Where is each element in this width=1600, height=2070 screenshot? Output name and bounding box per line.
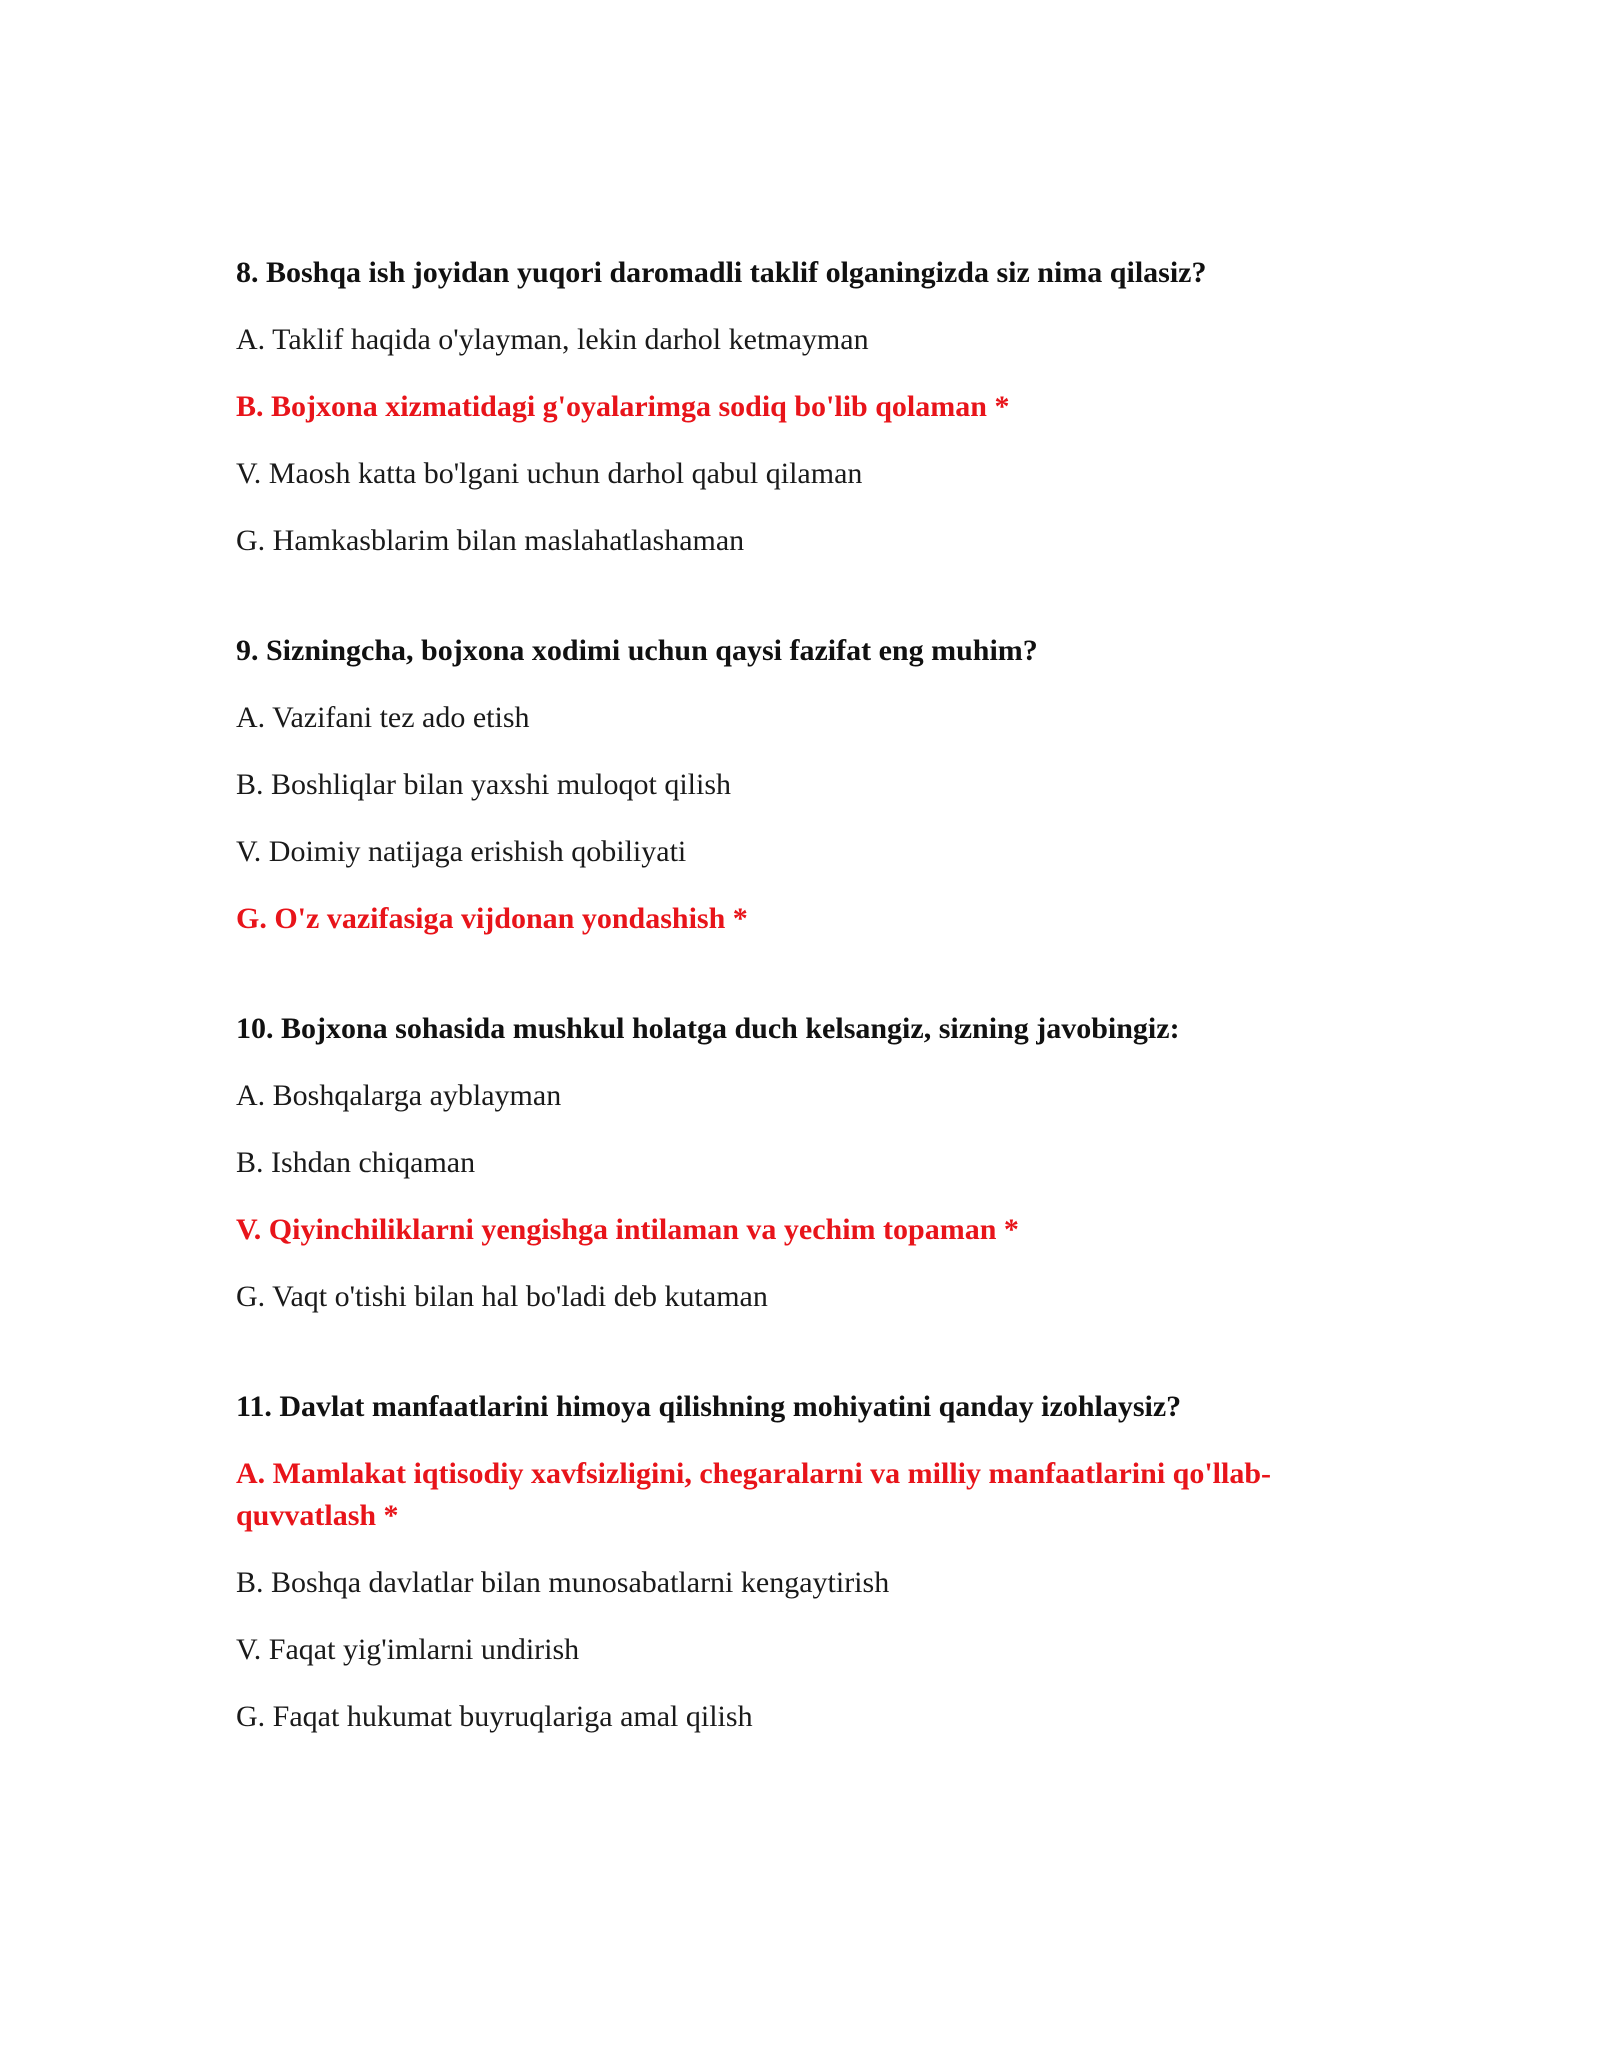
question-8 <box>236 252 1406 562</box>
answer-option: G. Vaqt o'tishi bilan hal bo'ladi deb kutaman <box>236 1280 768 1313</box>
correct-answer-option: V. Qiyinchiliklarni yengishga intilaman va yechim topaman * <box>236 1213 1019 1246</box>
answer-option: B. Boshqa davlatlar bilan munosabatlarni kengaytirish <box>236 1566 890 1599</box>
question-10 <box>236 1008 1406 1318</box>
answer-option: V. Doimiy natijaga erishish qobiliyati <box>236 835 687 868</box>
answer-option: V. Faqat yig'imlarni undirish <box>236 1633 580 1666</box>
correct-answer-option: G. O'z vazifasiga vijdonan yondashish * <box>236 902 748 935</box>
question-title: 8. Boshqa ish joyidan yuqori daromadli taklif olganingizda siz nima qilasiz? <box>236 256 1207 289</box>
question-title: 10. Bojxona sohasida mushkul holatga duch kelsangiz, sizning javobingiz: <box>236 1012 1180 1045</box>
answer-option: A. Vazifani tez ado etish <box>236 701 530 734</box>
question-9 <box>236 630 1406 940</box>
answer-option: G. Hamkasblarim bilan maslahatlashaman <box>236 524 745 557</box>
answer-option: G. Faqat hukumat buyruqlariga amal qilish <box>236 1700 753 1733</box>
answer-option: A. Taklif haqida o'ylayman, lekin darhol ketmayman <box>236 323 869 356</box>
question-title: 9. Sizningcha, bojxona xodimi uchun qaysi fazifat eng muhim? <box>236 634 1038 667</box>
correct-answer-option: A. Mamlakat iqtisodiy xavfsizligini, chegaralarni va milliy manfaatlarini qo'llab-quvvatlash * <box>236 1457 1272 1532</box>
correct-answer-option: B. Bojxona xizmatidagi g'oyalarimga sodiq bo'lib qolaman * <box>236 390 1010 423</box>
answer-option: B. Boshliqlar bilan yaxshi muloqot qilish <box>236 768 731 801</box>
answer-option: B. Ishdan chiqaman <box>236 1146 476 1179</box>
question-11 <box>236 1386 1406 1738</box>
answer-option: V. Maosh katta bo'lgani uchun darhol qabul qilaman <box>236 457 863 490</box>
question-title: 11. Davlat manfaatlarini himoya qilishning mohiyatini qanday izohlaysiz? <box>236 1390 1182 1423</box>
answer-option: A. Boshqalarga ayblayman <box>236 1079 562 1112</box>
quiz-content <box>236 252 1406 1806</box>
